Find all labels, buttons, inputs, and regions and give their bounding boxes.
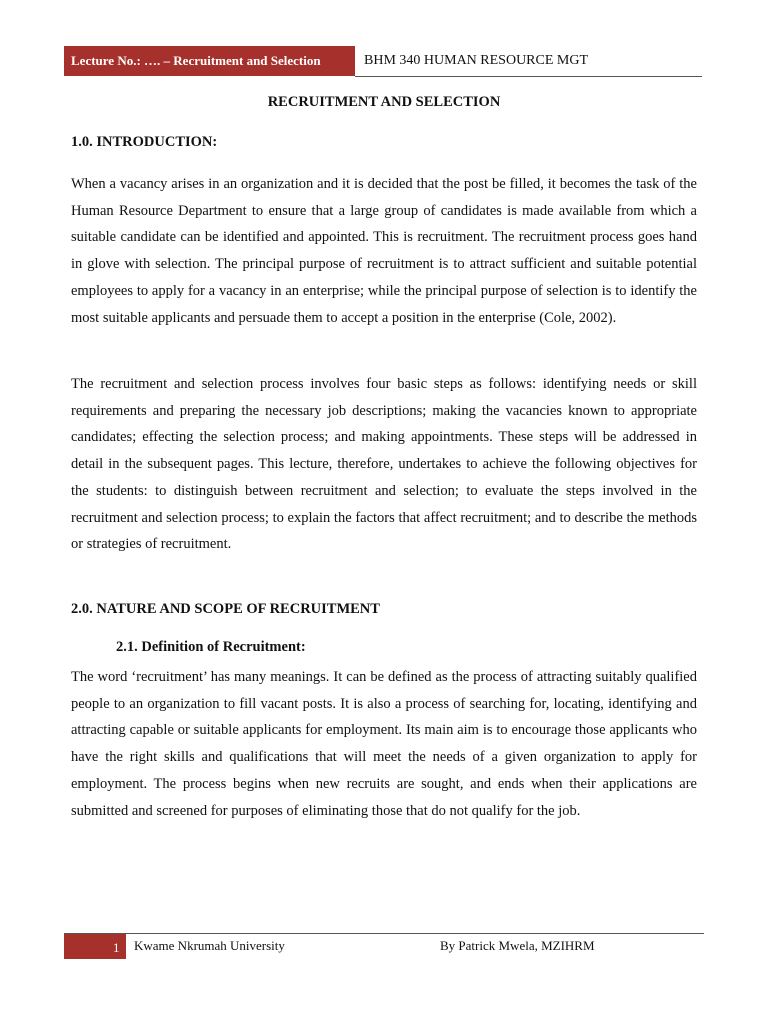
introduction-paragraph-2: The recruitment and selection process involves four basic steps as follows: identifying needs or skill requirements and preparing the necessary job descriptions; making the vacancies known to appropriate candidates; effecting the selection process; and making appointments. These steps will be addressed in detail in the subsequent pages. This lecture, therefore, undertakes to achieve the following objectives for the students: to distinguish between recruitment and selection; to evaluate the steps involved in the recruitment and selection process; to explain the factors that affect recruitment; and to describe the methods or strategies of recruitment.: [71, 376, 697, 553]
document-title: RECRUITMENT AND SELECTION: [267, 94, 501, 110]
page-number: 1: [113, 940, 120, 955]
subsection-heading-definition: 2.1. Definition of Recruitment:: [116, 639, 306, 655]
footer-author: By Patrick Mwela, MZIHRM: [440, 938, 595, 953]
header-lecture-label: Lecture No.: …. – Recruitment and Selection: [64, 46, 355, 76]
section-heading-nature-scope: 2.0. NATURE AND SCOPE OF RECRUITMENT: [71, 601, 380, 617]
section-heading-introduction: 1.0. INTRODUCTION:: [71, 134, 218, 150]
footer-university: Kwame Nkrumah University: [134, 938, 285, 953]
introduction-paragraph-1: When a vacancy arises in an organization and it is decided that the post be filled, it becomes the task of the Human Resource Department to ensure that a large group of candidates is made available from which a suitable candidate can be identified and appointed. This is recruitment. The recruitment process goes hand in glove with selection. The principal purpose of recruitment is to attract sufficient and suitable potential employees to apply for a vacancy in an enterprise; while the principal purpose of selection is to identify the most suitable applicants and persuade them to accept a position in the enterprise (Cole, 2002).: [71, 176, 697, 326]
footer-divider: [64, 933, 704, 934]
definition-paragraph: The word ‘recruitment’ has many meanings. It can be defined as the process of attracting suitably qualified people to an organization to fill vacant posts. It is also a process of searching for, locating, identifying and attracting capable or suitable applicants for employment. Its main aim is to encourage those applicants who have the right skills and qualifications that will meet the needs of a given organization to apply for employment. The process begins when new recruits are sought, and ends when their applications are submitted and screened for purposes of eliminating those that do not qualify for the job.: [71, 669, 697, 819]
header-course-title: BHM 340 HUMAN RESOURCE MGT: [364, 53, 589, 68]
header-divider: [355, 76, 702, 77]
